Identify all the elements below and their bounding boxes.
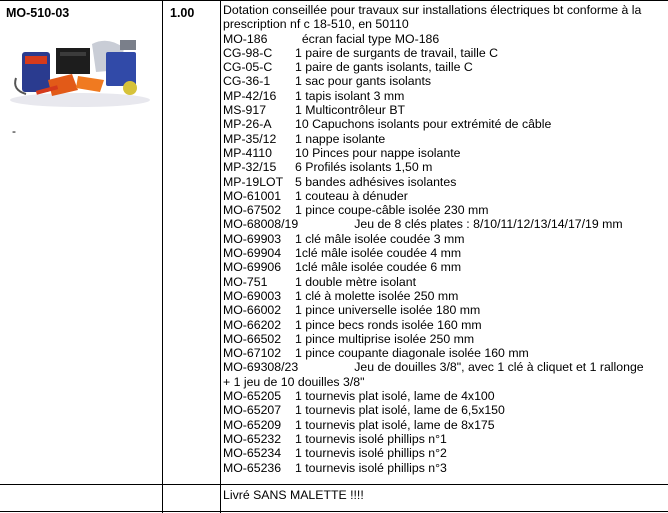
- list-item: [223, 189, 668, 203]
- item-text: Jeu de 8 clés plates : 8/10/11/12/13/14/17/19 mm: [354, 217, 623, 232]
- item-code: MO-751: [223, 274, 268, 289]
- list-item: [223, 74, 668, 88]
- table-row-divider: [0, 484, 668, 485]
- item-code: MP-35/12: [223, 131, 277, 146]
- item-code: MO-66002: [223, 303, 282, 318]
- item-text: 1 clé mâle isolée coudée 3 mm: [295, 231, 465, 246]
- product-quantity: 1.00: [170, 6, 195, 20]
- item-text: 1 tournevis plat isolé, lame de 8x175: [295, 417, 495, 432]
- list-item: [223, 246, 668, 260]
- item-code: MO-66202: [223, 317, 282, 332]
- table-top-border: [0, 0, 668, 1]
- item-text: 10 Pinces pour nappe isolante: [295, 145, 461, 160]
- table-bottom-border: [0, 511, 668, 512]
- list-item: [223, 461, 668, 475]
- item-code: MO-61001: [223, 188, 282, 203]
- item-code: MO-69906: [223, 260, 282, 275]
- list-item: [223, 403, 668, 417]
- delivery-note: Livré SANS MALETTE !!!!: [223, 488, 364, 502]
- item-text: 1 tournevis isolé phillips n°2: [295, 446, 447, 461]
- item-text: 1 sac pour gants isolants: [295, 74, 432, 89]
- item-code: CG-05-C: [223, 60, 273, 75]
- list-item: [223, 60, 668, 74]
- list-item: [223, 303, 668, 317]
- item-text: 1 pince universelle isolée 180 mm: [295, 303, 481, 318]
- list-item: [223, 432, 668, 446]
- item-text: Jeu de douilles 3/8", avec 1 clé à cliquet et 1 rallonge: [354, 360, 644, 375]
- item-code: MO-65209: [223, 417, 282, 432]
- item-text: 1 pince multiprise isolée 250 mm: [295, 331, 475, 346]
- item-text: 1 paire de surgants de travail, taille C: [295, 45, 499, 60]
- item-code: MP-19LOT: [223, 174, 284, 189]
- list-item: [223, 32, 668, 46]
- item-text: 1 couteau à dénuder: [295, 188, 408, 203]
- description-intro: Dotation conseillée pour travaux sur installations électriques bt conforme à la prescription nf c 18-510, en 50110: [223, 3, 642, 32]
- list-item: [223, 217, 668, 231]
- item-text: 1 Multicontrôleur BT: [295, 103, 406, 118]
- item-text: écran facial type MO-186: [295, 31, 440, 46]
- list-item: [223, 132, 668, 146]
- list-item: [223, 332, 668, 346]
- item-code: CG-36-1: [223, 74, 271, 89]
- product-description: [223, 3, 668, 475]
- item-code: MO-186: [223, 31, 268, 46]
- reference-dash: -: [12, 124, 16, 138]
- item-text: 1 tournevis plat isolé, lame de 6,5x150: [295, 403, 505, 418]
- list-item: [223, 160, 668, 174]
- list-item: [223, 203, 668, 217]
- item-code: MO-67102: [223, 346, 282, 361]
- list-item: [223, 117, 668, 131]
- item-text: 1 double mètre isolant: [295, 274, 416, 289]
- item-code: MS-917: [223, 103, 267, 118]
- item-list-2: [223, 389, 668, 475]
- list-item: [223, 89, 668, 103]
- list-item-continuation: + 1 jeu de 10 douilles 3/8": [223, 374, 365, 389]
- item-text: 1 tournevis isolé phillips n°1: [295, 431, 447, 446]
- item-code: MO-69003: [223, 288, 282, 303]
- item-text: 1clé mâle isolée coudée 6 mm: [295, 260, 462, 275]
- list-item: [223, 103, 668, 117]
- item-code: MO-66502: [223, 331, 282, 346]
- item-code: MO-65205: [223, 389, 282, 404]
- item-code: MP-42/16: [223, 88, 277, 103]
- list-item: [223, 346, 668, 360]
- item-text: 1 pince coupe-câble isolée 230 mm: [295, 203, 489, 218]
- product-reference: MO-510-03: [6, 6, 70, 20]
- item-text: 1 pince becs ronds isolée 160 mm: [295, 317, 482, 332]
- item-code: CG-98-C: [223, 45, 273, 60]
- column-divider-1: [162, 0, 163, 513]
- item-text: 1clé mâle isolée coudée 4 mm: [295, 246, 462, 261]
- item-text: 5 bandes adhésives isolantes: [295, 174, 457, 189]
- column-divider-2: [220, 0, 221, 513]
- item-code: MP-4110: [223, 145, 272, 160]
- item-code: MO-68008/19: [223, 217, 299, 232]
- list-item: [223, 318, 668, 332]
- item-text: 1 tournevis isolé phillips n°3: [295, 460, 447, 475]
- list-item: [223, 418, 668, 432]
- list-item: [223, 175, 668, 189]
- item-code: MO-65234: [223, 446, 282, 461]
- item-code: MP-32/15: [223, 160, 277, 175]
- item-code: MO-67502: [223, 203, 282, 218]
- item-text: 1 nappe isolante: [295, 131, 386, 146]
- item-code: MO-65232: [223, 431, 282, 446]
- list-item: [223, 146, 668, 160]
- item-text: 1 clé à molette isolée 250 mm: [295, 288, 459, 303]
- item-code: MO-65236: [223, 460, 282, 475]
- item-code: MO-69308/23: [223, 360, 299, 375]
- list-item: [223, 289, 668, 303]
- list-item: [223, 360, 668, 374]
- item-text: 10 Capuchons isolants pour extrémité de câble: [295, 117, 552, 132]
- item-text: 6 Profilés isolants 1,50 m: [295, 160, 433, 175]
- item-list: [223, 32, 668, 361]
- item-text: 1 paire de gants isolants, taille C: [295, 60, 473, 75]
- item-text: 1 pince coupante diagonale isolée 160 mm: [295, 346, 529, 361]
- item-code: MO-69904: [223, 246, 282, 261]
- item-text: 1 tournevis plat isolé, lame de 4x100: [295, 389, 495, 404]
- list-item: [223, 260, 668, 274]
- item-code: MP-26-A: [223, 117, 272, 132]
- item-code: MO-69903: [223, 231, 282, 246]
- item-text: 1 tapis isolant 3 mm: [295, 88, 405, 103]
- tool-kit-photo-icon: [8, 30, 152, 108]
- list-item: [223, 446, 668, 460]
- list-item: [223, 389, 668, 403]
- list-item: [223, 232, 668, 246]
- list-item: [223, 46, 668, 60]
- list-item: [223, 275, 668, 289]
- item-code: MO-65207: [223, 403, 282, 418]
